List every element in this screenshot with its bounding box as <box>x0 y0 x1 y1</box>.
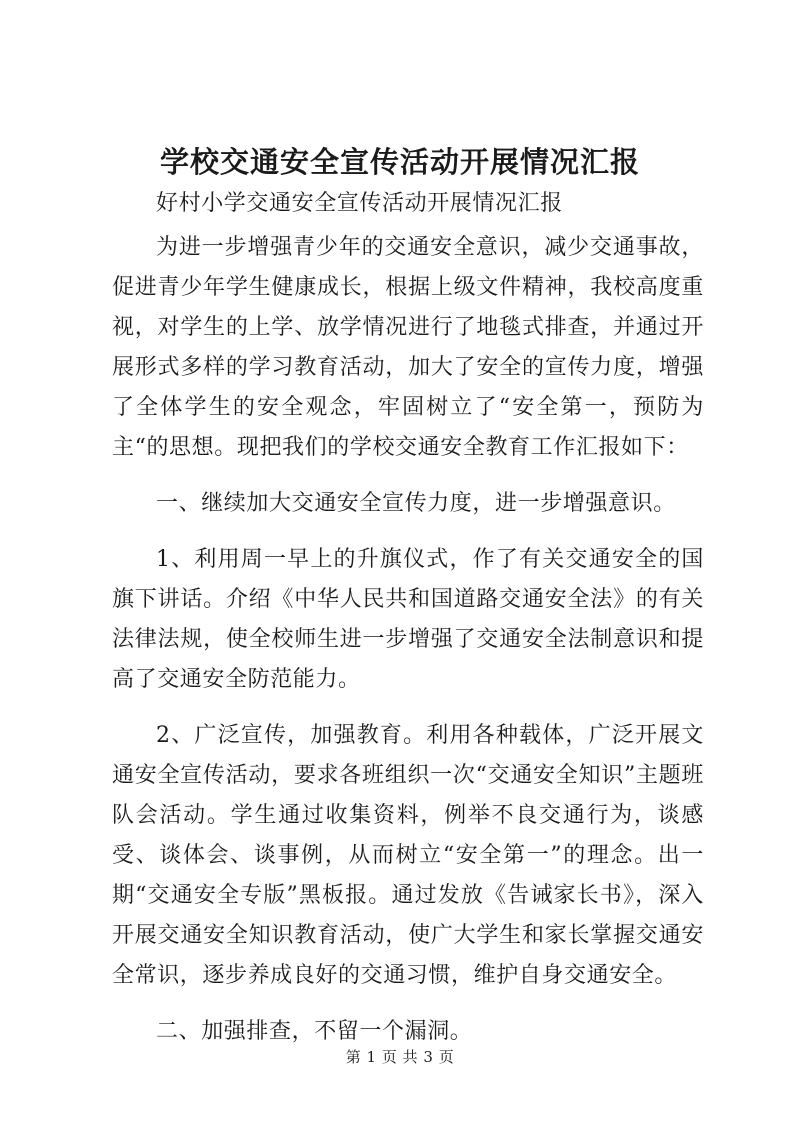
document-subtitle: 好村小学交通安全宣传活动开展情况汇报 <box>156 191 563 216</box>
document-body <box>112 184 704 1068</box>
page-footer: 第 1 页 共 3 页 <box>345 1048 455 1066</box>
section-heading-1: 一、继续加大交通安全宣传力度，进一步增强意识。 <box>156 491 676 516</box>
paragraph-item-1: 1、利用周一早上的升旗仪式，作了有关交通安全的国旗下讲话。介绍《中华人民共和国道路交通安全法》的有关法律法规，使全校师生进一步增强了交通安全法制意识和提高了交通安全防范能力。 <box>112 547 704 692</box>
document-title: 学校交通安全宣传活动开展情况汇报 <box>159 145 640 179</box>
section-heading-2: 二、加强排查，不留一个漏洞。 <box>156 1019 473 1044</box>
intro-paragraph: 为进一步增强青少年的交通安全意识，减少交通事故，促进青少年学生健康成长，根据上级文件精神，我校高度重视，对学生的上学、放学情况进行了地毯式排查，并通过开展形式多样的学习教育活动，加大了安全的宣传力度，增强了全体学生的安全观念，牢固树立了“安全第一，预防为主“的思想。现把我们的学校交通安全教育工作汇报如下： <box>112 235 704 460</box>
paragraph-item-2: 2、广泛宣传，加强教育。利用各种载体，广泛开展文通安全宣传活动，要求各班组织一次“交通安全知识”主题班队会活动。学生通过收集资料，例举不良交通行为，谈感受、谈体会、谈事例，从而树立“安全第一”的理念。出一期“交通安全专版”黑板报。通过发放《告诫家长书》，深入开展交通安全知识教育活动，使广大学生和家长掌握交通安全常识，逐步养成良好的交通习惯，维护自身交通安全。 <box>112 723 704 988</box>
